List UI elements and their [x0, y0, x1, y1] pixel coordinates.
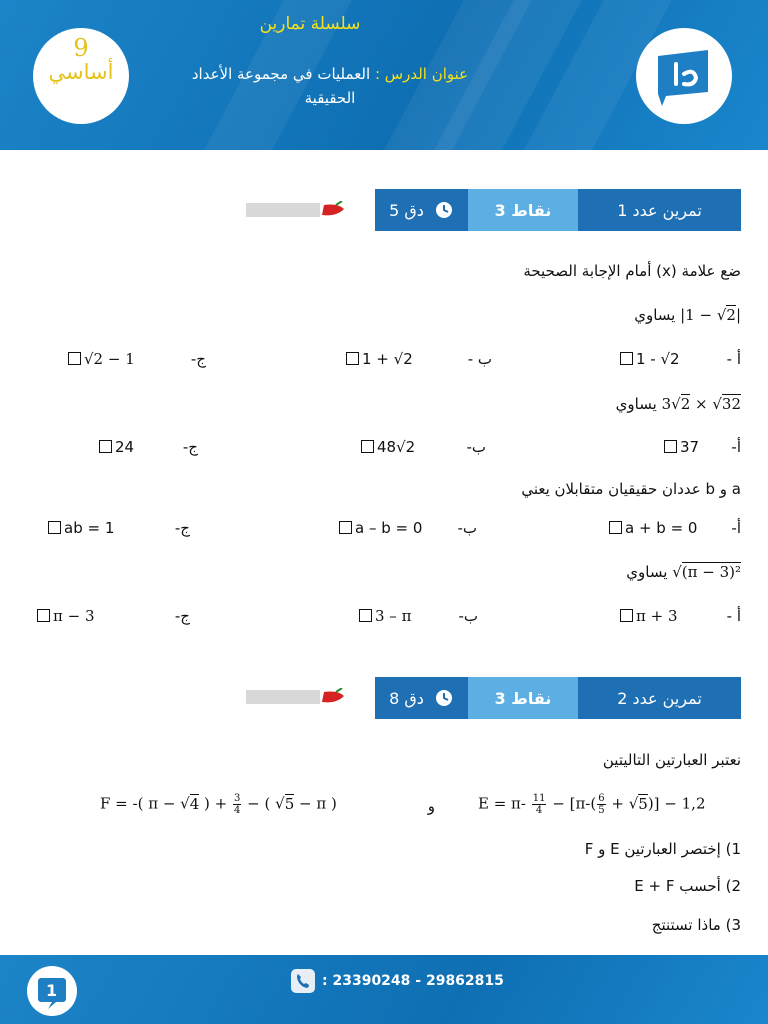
grade-badge: [33, 28, 129, 124]
q1-option-c-value: √2 − 1: [84, 350, 135, 368]
expression-E: E = π- $\frac{11}{4}$ − [π-( $\frac{6}{5}$ + √5)] − 1,2: [478, 793, 706, 816]
checkbox[interactable]: [359, 609, 372, 622]
lesson-title: [150, 62, 510, 110]
checkbox[interactable]: [37, 609, 50, 622]
exercise-1-points: 3 نقاط: [468, 189, 578, 231]
exercise-2-step-2: 2) أحسب E + F: [634, 877, 741, 895]
series-title: سلسلة تمارين: [259, 14, 361, 34]
expression-F: F = -( π − √4 ) + $\frac{3}{4}$ − ( √5 − π ): [100, 793, 337, 816]
checkbox[interactable]: [68, 352, 81, 365]
checkbox[interactable]: [620, 609, 633, 622]
clock-icon: [434, 200, 454, 220]
lesson-title-line1: العمليات في مجموعة الأعداد: [191, 65, 371, 83]
question-2: [616, 395, 741, 413]
q4-text: يساوي: [626, 563, 668, 581]
q1-option-b: [343, 350, 413, 368]
q4-expression: √(π − 3)²: [672, 563, 741, 581]
grade-number: 9: [73, 34, 89, 62]
exercise-2-time: [375, 677, 468, 719]
q1-option-a: [617, 350, 680, 368]
q1-text: يساوي: [634, 306, 676, 324]
logo-badge: [636, 28, 732, 124]
q4-option-c-value: π − 3: [53, 607, 95, 625]
q4-option-c-label: ج-: [174, 607, 190, 625]
exercise-2-step-1: 1) إختصر العبارتين E و F: [584, 840, 741, 858]
checkbox[interactable]: [48, 521, 61, 534]
exercise-1-header: [375, 189, 741, 231]
q2-option-b-label: ب-: [466, 438, 486, 456]
q1-option-b-label: ب -: [467, 350, 492, 368]
q3-option-b-label: ب-: [457, 519, 477, 537]
checkbox[interactable]: [346, 352, 359, 365]
checkbox[interactable]: [620, 352, 633, 365]
q3-option-b: [336, 519, 422, 537]
q2-option-a-label: أ-: [731, 438, 741, 456]
q1-option-a-label: أ -: [726, 350, 741, 368]
q3-option-c: [45, 519, 114, 537]
q4-option-b: [356, 607, 411, 625]
and-word: و: [427, 797, 435, 815]
q1-option-c-label: ج-: [190, 350, 206, 368]
exercise-1-time: [375, 189, 468, 231]
checkbox[interactable]: [99, 440, 112, 453]
q1-option-c: [65, 350, 135, 368]
checkbox[interactable]: [664, 440, 677, 453]
q2-option-a: [661, 438, 699, 456]
q1-expression: |1 − √2|: [680, 306, 741, 324]
contact-phones: [290, 968, 504, 994]
exercise-2-intro: نعتبر العبارتين التاليتين: [602, 751, 741, 769]
instruction: ضع علامة (x) أمام الإجابة الصحيحة: [523, 262, 741, 280]
q2-option-c-label: ج-: [182, 438, 198, 456]
exercise-2-title: تمرين عدد 2: [578, 677, 741, 719]
question-1: [634, 306, 741, 324]
page-number-badge: [24, 965, 80, 1017]
q2-option-b: [358, 438, 415, 456]
q3-option-c-label: ج-: [174, 519, 190, 537]
page-number: 1: [46, 981, 58, 1000]
q4-option-c: [34, 607, 95, 625]
q3-option-a: [606, 519, 697, 537]
difficulty-indicator-1: [246, 201, 346, 219]
q4-option-a-value: π + 3: [636, 607, 678, 625]
q4-option-b-label: ب-: [458, 607, 478, 625]
q3-option-a-label: أ-: [731, 519, 741, 537]
question-4: [626, 563, 741, 581]
q2-option-b-value: 48√2: [377, 438, 416, 456]
checkbox[interactable]: [361, 440, 374, 453]
q1-option-b-value: 1 + √2: [362, 350, 413, 368]
q4-option-b-value: 3 – π: [375, 607, 412, 625]
clock-icon: [434, 688, 454, 708]
exercise-2-header: [375, 677, 741, 719]
q2-option-c-value: 24: [115, 438, 135, 456]
exercise-2-points: 3 نقاط: [468, 677, 578, 719]
q3-option-b-value: a – b = 0: [355, 519, 423, 537]
q1-option-a-value: 1 - √2: [636, 350, 680, 368]
q4-option-a-label: أ -: [726, 607, 741, 625]
q2-expression: 3√2 × √32: [661, 395, 741, 413]
q2-text: يساوي: [615, 395, 657, 413]
exercise-2-step-3: 3) ماذا تستنتج: [651, 916, 741, 934]
lesson-title-line2: الحقيقية: [304, 89, 356, 107]
phone-icon: [290, 968, 316, 994]
phone-numbers: : 23390248 - 29862815: [322, 973, 504, 989]
exercise-1-time-text: 5 دق: [389, 200, 424, 220]
difficulty-indicator-2: [246, 688, 346, 706]
checkbox[interactable]: [609, 521, 622, 534]
q3-option-a-value: a + b = 0: [625, 519, 698, 537]
question-3: a و b عددان حقيقيان متقابلان يعني: [521, 480, 741, 498]
exercise-2-time-text: 8 دق: [389, 688, 424, 708]
logo-icon: [636, 28, 732, 124]
exercise-1-title: تمرين عدد 1: [578, 189, 741, 231]
q4-option-a: [617, 607, 678, 625]
q3-option-c-value: ab = 1: [64, 519, 115, 537]
q2-option-a-value: 37: [680, 438, 700, 456]
checkbox[interactable]: [339, 521, 352, 534]
q2-option-c: [96, 438, 134, 456]
lesson-label: عنوان الدرس :: [374, 65, 469, 83]
grade-label: أساسي: [48, 60, 114, 84]
